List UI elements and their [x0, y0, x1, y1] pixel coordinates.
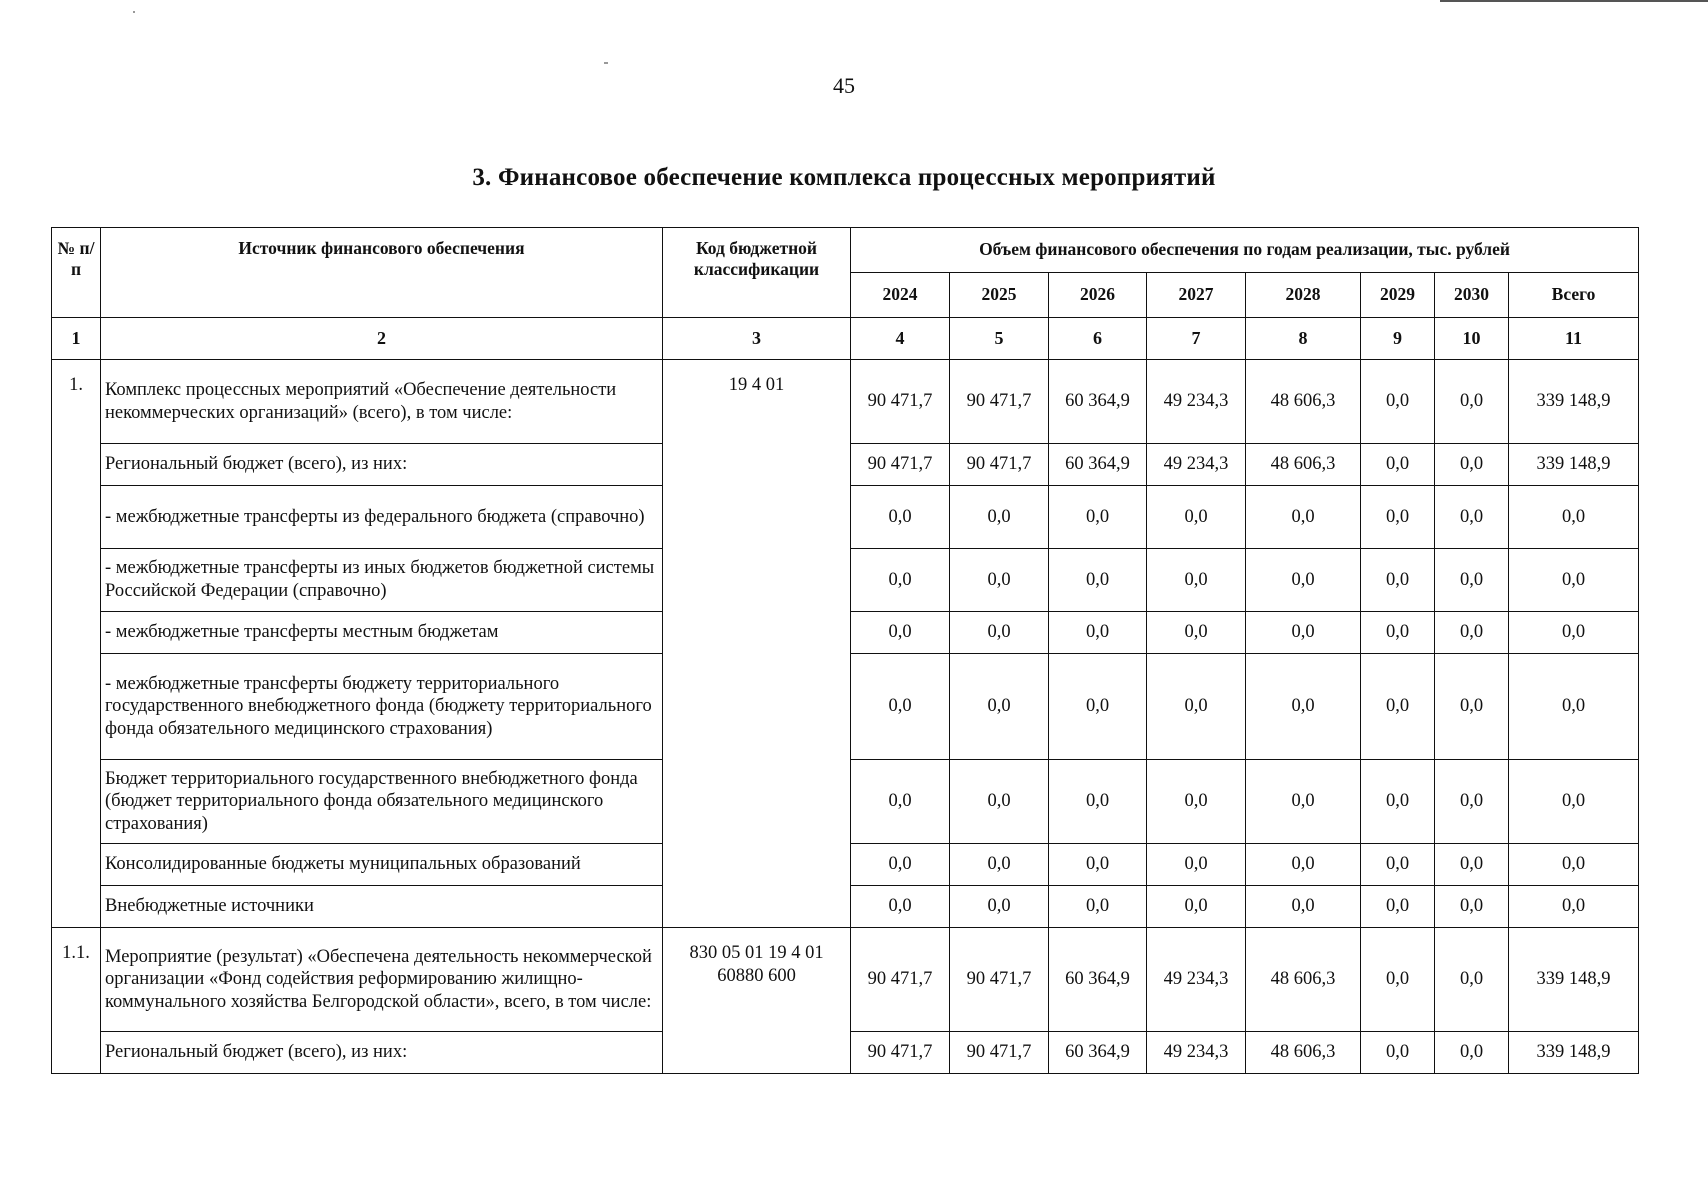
value-cell: 0,0	[1049, 612, 1147, 654]
value-cell: 60 364,9	[1049, 1032, 1147, 1074]
source-cell: Региональный бюджет (всего), из них:	[101, 444, 663, 486]
value-cell: 90 471,7	[851, 1032, 950, 1074]
table-row	[52, 928, 1639, 1032]
value-cell: 90 471,7	[851, 360, 950, 444]
value-cell: 0,0	[851, 760, 950, 844]
value-cell: 0,0	[1361, 1032, 1435, 1074]
source-cell: Региональный бюджет (всего), из них:	[101, 1032, 663, 1074]
value-cell: 0,0	[1246, 760, 1361, 844]
value-cell: 0,0	[1509, 886, 1639, 928]
header-year: 2026	[1049, 273, 1147, 318]
header-year: 2024	[851, 273, 950, 318]
value-cell: 0,0	[1049, 486, 1147, 549]
column-number: 2	[101, 318, 663, 360]
source-cell: Консолидированные бюджеты муниципальных образований	[101, 844, 663, 886]
value-cell: 0,0	[851, 612, 950, 654]
column-number: 3	[663, 318, 851, 360]
scan-speck	[604, 62, 608, 64]
value-cell: 90 471,7	[851, 928, 950, 1032]
value-cell: 0,0	[1049, 549, 1147, 612]
header-volume: Объем финансового обеспечения по годам реализации, тыс. рублей	[851, 228, 1639, 273]
column-number-row	[52, 318, 1639, 360]
value-cell: 48 606,3	[1246, 360, 1361, 444]
value-cell: 49 234,3	[1147, 928, 1246, 1032]
value-cell: 0,0	[1246, 654, 1361, 760]
column-number: 9	[1361, 318, 1435, 360]
value-cell: 0,0	[1049, 654, 1147, 760]
value-cell: 0,0	[1361, 486, 1435, 549]
value-cell: 0,0	[1147, 654, 1246, 760]
value-cell: 339 148,9	[1509, 928, 1639, 1032]
header-year: 2029	[1361, 273, 1435, 318]
source-cell: Мероприятие (результат) «Обеспечена деятельность некоммерческой организации «Фонд содействия реформированию жилищно-коммунального хозяйства Белгородской области», всего, в том числе:	[101, 928, 663, 1032]
value-cell: 0,0	[1435, 612, 1509, 654]
value-cell: 49 234,3	[1147, 444, 1246, 486]
scan-speck	[133, 11, 135, 13]
value-cell: 0,0	[1435, 360, 1509, 444]
value-cell: 0,0	[950, 886, 1049, 928]
row-index: 1.	[52, 360, 101, 928]
page-number: 45	[833, 73, 855, 98]
value-cell: 0,0	[1435, 486, 1509, 549]
value-cell: 0,0	[1361, 928, 1435, 1032]
value-cell: 60 364,9	[1049, 928, 1147, 1032]
column-number: 11	[1509, 318, 1639, 360]
header-num: № п/п	[52, 228, 101, 318]
value-cell: 0,0	[950, 654, 1049, 760]
value-cell: 0,0	[950, 549, 1049, 612]
column-number: 1	[52, 318, 101, 360]
header-source: Источник финансового обеспечения	[101, 228, 663, 318]
budget-code: 830 05 01 19 4 01 60880 600	[663, 928, 851, 1074]
value-cell: 0,0	[1509, 844, 1639, 886]
column-number: 5	[950, 318, 1049, 360]
column-number: 8	[1246, 318, 1361, 360]
source-cell: - межбюджетные трансферты бюджету территориального государственного внебюджетного фонда (бюджету территориального фонда обязательного медицинского страхования)	[101, 654, 663, 760]
value-cell: 0,0	[1435, 928, 1509, 1032]
column-number: 7	[1147, 318, 1246, 360]
value-cell: 0,0	[1147, 844, 1246, 886]
value-cell: 90 471,7	[851, 444, 950, 486]
value-cell: 0,0	[1246, 886, 1361, 928]
budget-code: 19 4 01	[663, 360, 851, 928]
financing-table	[51, 227, 1639, 1074]
value-cell: 49 234,3	[1147, 1032, 1246, 1074]
value-cell: 0,0	[1361, 844, 1435, 886]
value-cell: 0,0	[1435, 886, 1509, 928]
value-cell: 90 471,7	[950, 360, 1049, 444]
value-cell: 0,0	[950, 760, 1049, 844]
source-cell: - межбюджетные трансферты из федерального бюджета (справочно)	[101, 486, 663, 549]
value-cell: 0,0	[1147, 886, 1246, 928]
value-cell: 60 364,9	[1049, 444, 1147, 486]
value-cell: 0,0	[1361, 654, 1435, 760]
header-year: 2027	[1147, 273, 1246, 318]
value-cell: 0,0	[1435, 444, 1509, 486]
header-year: 2028	[1246, 273, 1361, 318]
value-cell: 0,0	[1246, 612, 1361, 654]
value-cell: 0,0	[1509, 654, 1639, 760]
source-cell: Внебюджетные источники	[101, 886, 663, 928]
value-cell: 0,0	[1435, 1032, 1509, 1074]
column-number: 10	[1435, 318, 1509, 360]
value-cell: 0,0	[950, 612, 1049, 654]
row-index: 1.1.	[52, 928, 101, 1074]
value-cell: 0,0	[1049, 760, 1147, 844]
value-cell: 0,0	[1509, 486, 1639, 549]
value-cell: 0,0	[1509, 760, 1639, 844]
value-cell: 60 364,9	[1049, 360, 1147, 444]
value-cell: 0,0	[1435, 549, 1509, 612]
value-cell: 0,0	[1246, 549, 1361, 612]
value-cell: 0,0	[1435, 760, 1509, 844]
value-cell: 0,0	[1435, 654, 1509, 760]
value-cell: 0,0	[1509, 549, 1639, 612]
table-row	[52, 360, 1639, 444]
value-cell: 0,0	[1246, 486, 1361, 549]
source-cell: - межбюджетные трансферты местным бюджетам	[101, 612, 663, 654]
value-cell: 90 471,7	[950, 444, 1049, 486]
value-cell: 0,0	[1361, 444, 1435, 486]
value-cell: 0,0	[1361, 360, 1435, 444]
value-cell: 49 234,3	[1147, 360, 1246, 444]
header-year: 2030	[1435, 273, 1509, 318]
value-cell: 0,0	[1147, 760, 1246, 844]
page-title: 3. Финансовое обеспечение комплекса процессных мероприятий	[472, 164, 1216, 191]
value-cell: 0,0	[1049, 886, 1147, 928]
value-cell: 0,0	[950, 486, 1049, 549]
value-cell: 48 606,3	[1246, 444, 1361, 486]
value-cell: 0,0	[1147, 612, 1246, 654]
source-cell: Комплекс процессных мероприятий «Обеспечение деятельности некоммерческих организаций» (всего), в том числе:	[101, 360, 663, 444]
value-cell: 90 471,7	[950, 928, 1049, 1032]
value-cell: 0,0	[1361, 549, 1435, 612]
value-cell: 48 606,3	[1246, 1032, 1361, 1074]
value-cell: 0,0	[1361, 612, 1435, 654]
value-cell: 0,0	[1361, 760, 1435, 844]
source-cell: - межбюджетные трансферты из иных бюджетов бюджетной системы Российской Федерации (справочно)	[101, 549, 663, 612]
page-edge-line	[1440, 0, 1708, 2]
header-code: Код бюджетной классификации	[663, 228, 851, 318]
value-cell: 0,0	[851, 549, 950, 612]
header-year: 2025	[950, 273, 1049, 318]
value-cell: 0,0	[1435, 844, 1509, 886]
value-cell: 0,0	[851, 886, 950, 928]
value-cell: 339 148,9	[1509, 360, 1639, 444]
header-year: Всего	[1509, 273, 1639, 318]
value-cell: 0,0	[1147, 549, 1246, 612]
value-cell: 339 148,9	[1509, 444, 1639, 486]
value-cell: 0,0	[851, 486, 950, 549]
value-cell: 339 148,9	[1509, 1032, 1639, 1074]
value-cell: 0,0	[851, 844, 950, 886]
column-number: 6	[1049, 318, 1147, 360]
value-cell: 0,0	[851, 654, 950, 760]
value-cell: 0,0	[1509, 612, 1639, 654]
value-cell: 0,0	[1147, 486, 1246, 549]
value-cell: 48 606,3	[1246, 928, 1361, 1032]
value-cell: 0,0	[1361, 886, 1435, 928]
source-cell: Бюджет территориального государственного внебюджетного фонда (бюджет территориального фонда обязательного медицинского страхования)	[101, 760, 663, 844]
column-number: 4	[851, 318, 950, 360]
value-cell: 0,0	[1049, 844, 1147, 886]
value-cell: 90 471,7	[950, 1032, 1049, 1074]
value-cell: 0,0	[950, 844, 1049, 886]
value-cell: 0,0	[1246, 844, 1361, 886]
